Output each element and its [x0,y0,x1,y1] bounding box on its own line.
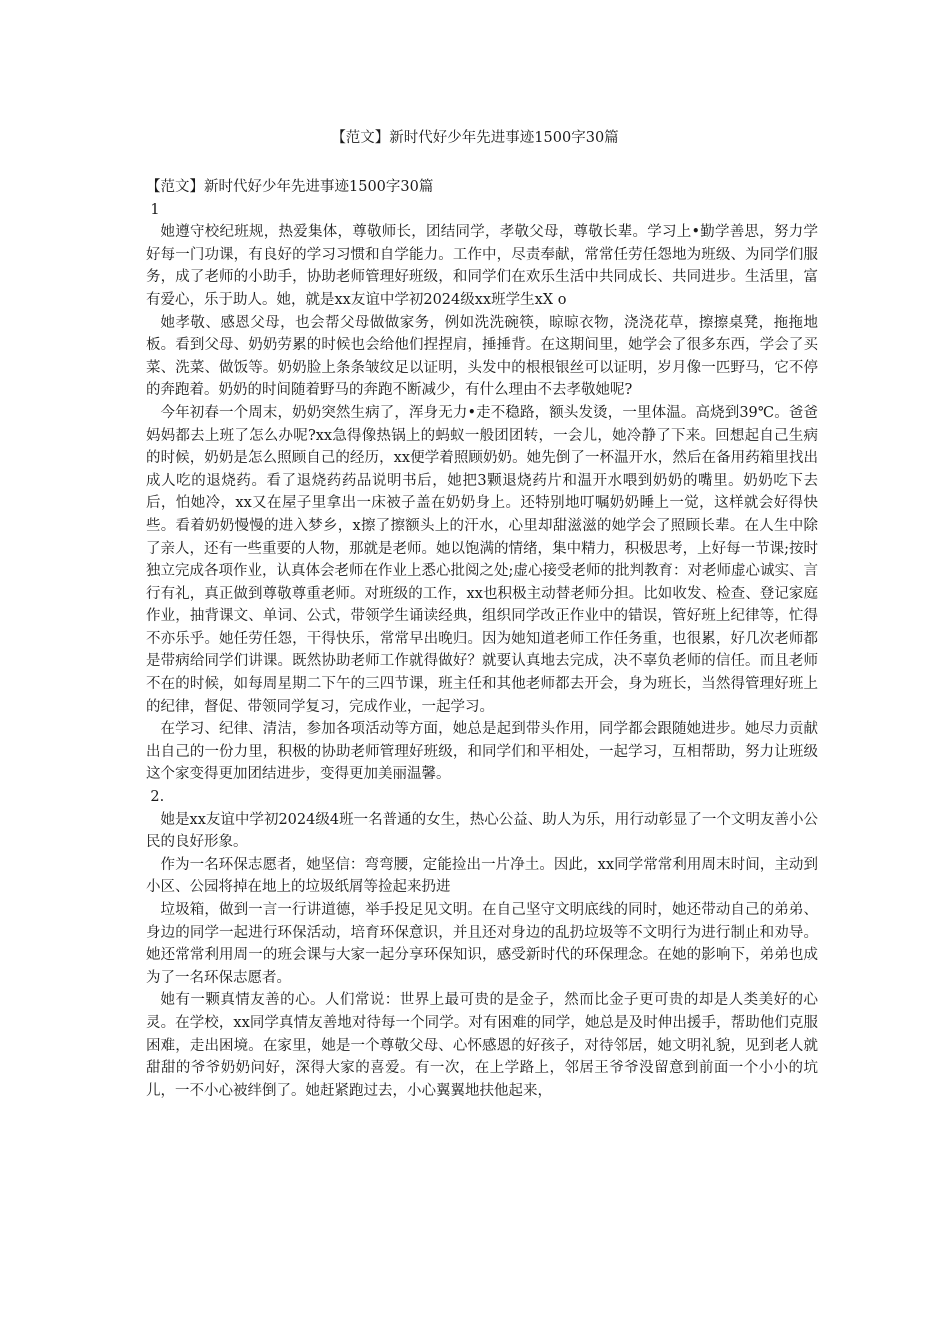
paragraph: 今年初春一个周末，奶奶突然生病了，浑身无力•走不稳路，额头发烫，一里体温。高烧到39℃。爸爸妈妈都去上班了怎么办呢?xx急得像热锅上的蚂蚁一般团团转，一会儿，她冷静了下来。回想起自己生病的时候，奶奶是怎么照顾自己的经历，xx便学着照顾奶奶。她先倒了一杯温开水，然后在备用药箱里找出成人吃的退烧药。看了退烧药药品说明书后，她把3颗退烧药片和温开水喂到奶奶的嘴里。奶奶吃下去后，怕她冷，xx又在屋子里拿出一床被子盖在奶奶身上。还特别地叮嘱奶奶睡上一觉，这样就会好得快些。看着奶奶慢慢的进入梦乡，x擦了擦额头上的汗水，心里却甜滋滋的她学会了照顾长辈。在人生中除了亲人，还有一些重要的人物，那就是老师。她以饱满的情绪，集中精力，积极思考，上好每一节课;按时独立完成各项作业，认真体会老师在作业上悉心批阅之处;虚心接受老师的批判教育：对老师虚心诚实、言行有礼，真正做到尊敬尊重老师。对班级的工作，xx也积极主动替老师分担。比如收发、检查、登记家庭作业，抽背课文、单词、公式，带领学生诵读经典，组织同学改正作业中的错误，管好班上纪律等，忙得不亦乐乎。她任劳任怨，干得快乐，常常早出晚归。因为她知道老师工作任务重，也很累，好几次老师都是带病给同学们讲课。既然协助老师工作就得做好？就要认真地去完成，决不辜负老师的信任。而且老师不在的时候，如每周星期二下午的三四节课，班主任和其他老师都去开会，身为班长，当然得管理好班上的纪律，督促、带领同学复习，完成作业，一起学习。 [146,404,818,715]
paragraph: 垃圾箱，做到一言一行讲道德，举手投足见文明。在自己坚守文明底线的同时，她还带动自己的弟弟、身边的同学一起进行环保活动，培育环保意识，并且还对身边的乱扔垃圾等不文明行为进行制止和劝导。她还常常利用周一的班会课与大家一起分享环保知识，感受新时代的环保理念。在她的影响下，弟弟也成为了一名环保志愿者。 [146,902,818,986]
paragraph: 在学习、纪律、清洁，参加各项活动等方面，她总是起到带头作用，同学都会跟随她进步。她尽力贡献出自己的一份力里，积极的协助老师管理好班级，和同学们和平相处，一起学习，互相帮助，努力让班级这个家变得更加团结进步，变得更加美丽温馨。 [146,721,818,783]
paragraph: 作为一名环保志愿者，她坚信：弯弯腰，定能捡出一片净土。因此，xx同学常常利用周末时间，主动到小区、公园将掉在地上的垃圾纸屑等捡起来扔进 [146,856,818,896]
section-number: 1 [150,201,160,218]
document-body [146,176,818,1102]
section-number: 2. [150,789,165,806]
paragraph-list [146,199,818,1103]
paragraph: 她遵守校纪班规，热爱集体，尊敬师长，团结同学，孝敬父母，尊敬长辈。学习上•勤学善思，努力学好每一门功课，有良好的学习习惯和自学能力。工作中，尽责奉献，常常任劳任怨地为班级、为同学们服务，成了老师的小助手，协助老师管理好班级，和同学们在欢乐生活中共同成长、共同进步。生活里，富有爱心，乐于助人。她，就是xx友谊中学初2024级xx班学生xX o [146,224,818,308]
document-subtitle: 【范文】新时代好少年先进事迹1500字30篇 [146,179,434,195]
paragraph: 她是xx友谊中学初2024级4班一名普通的女生，热心公益、助人为乐，用行动彰显了一个文明友善小公民的良好形象。 [146,811,818,851]
paragraph: 她孝敬、感恩父母，也会帮父母做做家务，例如洗洗碗筷，晾晾衣物，浇浇花草，擦擦桌凳，拖拖地板。看到父母、奶奶劳累的时候也会给他们捏捏肩，捶捶背。在这期间里，她学会了很多东西，学会了买菜、洗菜、做饭等。奶奶脸上条条皱纹足以证明，头发中的根根银丝可以证明，岁月像一匹野马，它不停的奔跑着。奶奶的时间随着野马的奔跑不断减少，有什么理由不去孝敬她呢? [146,314,818,399]
paragraph: 她有一颗真情友善的心。人们常说：世界上最可贵的是金子，然而比金子更可贵的却是人类美好的心灵。在学校，xx同学真情友善地对待每一个同学。对有困难的同学，她总是及时伸出援手，帮助他们克服困难，走出困境。在家里，她是一个尊敬父母、心怀感恩的好孩子，对待邻居，她文明礼貌，见到老人就甜甜的爷爷奶奶问好，深得大家的喜爱。有一次，在上学路上，邻居王爷爷没留意到前面一个小小的坑儿，一不小心被绊倒了。她赶紧跑过去，小心翼翼地扶他起来， [146,992,818,1099]
document-title: 【范文】新时代好少年先进事迹1500字30篇 [331,130,619,146]
